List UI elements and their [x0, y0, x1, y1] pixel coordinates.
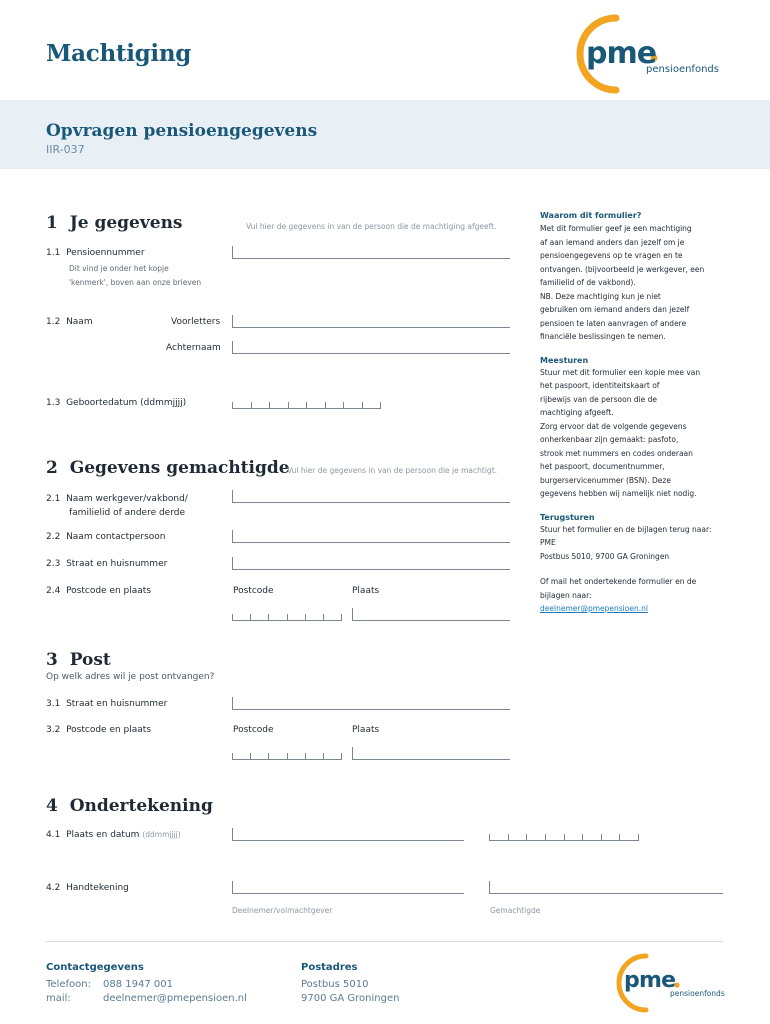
footer-post-title: Postadres: [301, 962, 358, 973]
footer-contact-info: Telefoon: 088 1947 001 mail: deelnemer@pmepensioen.nl: [46, 979, 247, 1004]
achternaam-input[interactable]: [232, 341, 510, 354]
field-3-1-label: 3.1 Straat en huisnummer: [46, 699, 168, 709]
field-2-4-label: 2.4 Postcode en plaats: [46, 586, 152, 596]
pensioennummer-input[interactable]: [232, 246, 510, 259]
form-subtitle: Opvragen pensioengegevens: [46, 121, 318, 141]
footer-logo-subtext: pensioenfonds: [670, 989, 725, 998]
datum-input[interactable]: [489, 829, 639, 841]
field-2-3-label: 2.3 Straat en huisnummer: [46, 559, 168, 569]
section-4-heading: [46, 796, 213, 816]
postcode-label-3: Postcode: [233, 725, 274, 735]
section-1-heading: [46, 213, 183, 233]
logo-name: pme: [586, 36, 657, 71]
postcode-input-2[interactable]: [232, 609, 342, 621]
footer-post-info: Postbus 5010 9700 GA Groningen: [301, 979, 400, 1004]
plaats-input-2[interactable]: [352, 608, 510, 621]
footer-contact-title: Contactgegevens: [46, 962, 144, 973]
sidebar-info: [540, 211, 760, 616]
werkgever-input[interactable]: [232, 490, 510, 503]
section-1-hint: Vul hier de gegevens in van de persoon die de machtiging afgeeft.: [246, 222, 497, 231]
field-1-1-label: 1.1 Pensioennummer: [46, 248, 145, 258]
voorletters-label: Voorletters: [171, 317, 221, 327]
postcode-input-3[interactable]: [232, 748, 342, 760]
sidebar-why-text: Met dit formulier geef je een machtiging af aan iemand anders dan jezelf om je pensioengegevens op te vragen en te ontvangen. (bijvoorbeeld je werkgever, een familielid of de vakbond). NB. Deze machtiging kun je niet gebruiken om iemand anders dan jezelf pensioen te laten aanvragen of andere financiële beslissingen te nemen.: [540, 224, 705, 341]
section-3-number: 3: [46, 650, 58, 670]
section-3-question: Op welk adres wil je post ontvangen?: [46, 672, 215, 682]
signature-deelnemer-field[interactable]: [232, 881, 464, 894]
section-3-title: Post: [69, 650, 111, 670]
signature-gemachtigde-field[interactable]: [489, 881, 723, 894]
footer-logo-name: pme: [624, 968, 676, 993]
section-1-number: 1: [46, 213, 58, 233]
plaats-datum-input[interactable]: [232, 828, 464, 841]
signature-gemachtigde-caption: Gemachtigde: [490, 906, 541, 915]
achternaam-label: Achternaam: [166, 343, 221, 353]
sidebar-return-title: Terugsturen: [540, 512, 595, 522]
pme-logo: [566, 14, 736, 94]
field-1-2-label: 1.2 Naam: [46, 317, 93, 327]
sidebar-mail-link[interactable]: deelnemer@pmepensioen.nl: [540, 604, 648, 613]
field-4-2-label: 4.2 Handtekening: [46, 883, 129, 893]
sidebar-send-title: Meesturen: [540, 355, 589, 365]
field-3-2-label: 3.2 Postcode en plaats: [46, 725, 152, 735]
sidebar-why-title: Waarom dit formulier?: [540, 211, 642, 220]
page-title: Machtiging: [46, 40, 192, 67]
section-2-title: Gegevens gemachtigde: [69, 458, 290, 478]
footer-pme-logo: [610, 952, 730, 1014]
logo-subtext: pensioenfonds: [646, 64, 719, 75]
field-2-1-label: 2.1 Naam werkgever/vakbond/ familielid of andere derde: [46, 494, 188, 518]
footer-divider: [46, 941, 723, 942]
straat-input-3[interactable]: [232, 697, 510, 710]
plaats-label-3: Plaats: [352, 725, 380, 735]
contactpersoon-input[interactable]: [232, 530, 510, 543]
signature-deelnemer-caption: Deelnemer/volmachtgever: [232, 906, 333, 915]
section-2-number: 2: [46, 458, 58, 478]
plaats-label-2: Plaats: [352, 586, 380, 596]
sidebar-mail-text: Of mail het ondertekende formulier en de bijlagen naar:: [540, 577, 697, 600]
form-code: IIR-037: [46, 143, 85, 156]
postcode-label-2: Postcode: [233, 586, 274, 596]
plaats-input-3[interactable]: [352, 747, 510, 760]
section-4-title: Ondertekening: [69, 796, 213, 816]
voorletters-input[interactable]: [232, 315, 510, 328]
field-1-3-label: 1.3 Geboortedatum (ddmmjjjj): [46, 398, 187, 408]
section-1-title: Je gegevens: [69, 213, 183, 233]
straat-input-2[interactable]: [232, 557, 510, 570]
section-3-heading: [46, 650, 111, 670]
section-2-heading: [46, 458, 290, 478]
section-2-hint: Vul hier de gegevens in van de persoon die je machtigt.: [287, 466, 498, 475]
sidebar-send-text: Stuur met dit formulier een kopie mee van het paspoort, identiteitskaart of rijbewijs van de persoon die de machtiging afgeeft. Zorg ervoor dat de volgende gegevens onherkenbaar zijn gemaakt: pasfoto, strook met nummers en codes onderaan het paspoort, documentnummer, burgerservicenummer (BSN). Deze gegevens hebben wij namelijk niet nodig.: [540, 367, 701, 498]
sidebar-return-text: Stuur het formulier en de bijlagen terug naar: PME Postbus 5010, 9700 GA Groningen: [540, 524, 712, 561]
field-2-2-label: 2.2 Naam contactpersoon: [46, 532, 166, 542]
field-1-1-help: Dit vind je onder het kopje 'kenmerk', boven aan onze brieven: [69, 264, 202, 287]
field-4-1-label: 4.1 Plaats en datum (ddmmjjjj): [46, 830, 181, 840]
geboortedatum-input[interactable]: [232, 397, 381, 409]
section-4-number: 4: [46, 796, 58, 816]
